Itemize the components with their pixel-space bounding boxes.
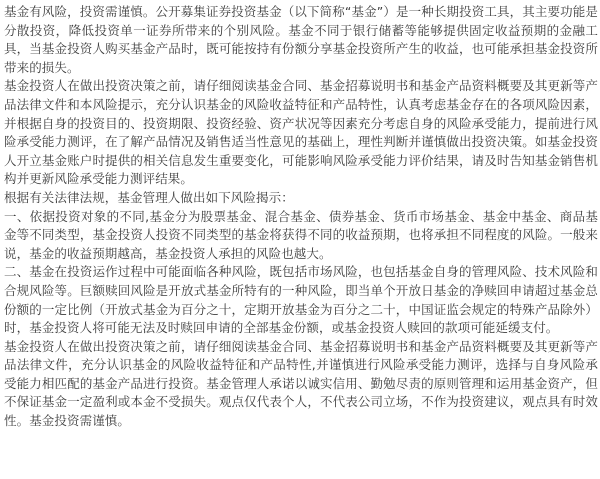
paragraph-point-one: 一、依据投资对象的不同,基金分为股票基金、混合基金、债券基金、货币市场基金、基金中基金、商品基金等不同类型，基金投资人投资不同类型的基金将获得不同的收益预期，也将承担不同程度的风险。一般来说，基金的收益预期越高，基金投资人承担的风险也越大。	[4, 208, 598, 261]
paragraph-point-two: 二、基金在投资运作过程中可能面临各种风险，既包括市场风险，也包括基金自身的管理风险、技术风险和合规风险等。巨额赎回风险是开放式基金所特有的一种风险，即当单个开放日基金的净赎回申请超过基金总份额的一定比例（开放式基金为百分之十，定期开放基金为百分之二十，中国证监会规定的特殊产品除外）时，基金投资人将可能无法及时赎回申请的全部基金份额，或基金投资人赎回的款项可能延缓支付。	[4, 264, 598, 336]
paragraph-closing: 基金投资人在做出投资决策之前，请仔细阅读基金合同、基金招募说明书和基金产品资料概要及其更新等产品法律文件，充分认识基金的风险收益特征和产品特性,并谨慎进行风险承受能力测评，选择与自身风险承受能力相匹配的基金产品进行投资。基金管理人承诺以诚实信用、勤勉尽责的原则管理和运用基金资产，但不保证基金一定盈利或本金不受损失。观点仅代表个人，不代表公司立场，不作为投资建议，观点具有时效性。基金投资需谨慎。	[4, 338, 598, 429]
paragraph-disclosure-heading: 根据有关法律法规，基金管理人做出如下风险揭示：	[4, 189, 294, 205]
risk-disclosure-document	[4, 3, 598, 431]
paragraph-investor-advice: 基金投资人在做出投资决策之前，请仔细阅读基金合同、基金招募说明书和基金产品资料概要及其更新等产品法律文件和本风险提示，充分认识基金的风险收益特征和产品特性，认真考虑基金存在的各项风险因素，并根据自身的投资目的、投资期限、投资经验、资产状况等因素充分考虑自身的风险承受能力，提前进行风险承受能力测评，在了解产品情况及销售适当性意见的基础上，理性判断并谨慎做出投资决策。如基金投资人开立基金账户时提供的相关信息发生重要变化，可能影响风险承受能力评价结果，请及时告知基金销售机构并更新风险承受能力测评结果。	[4, 78, 598, 187]
paragraph-intro: 基金有风险，投资需谨慎。公开募集证券投资基金（以下简称“基金”）是一种长期投资工具，其主要功能是分散投资，降低投资单一证券所带来的个别风险。基金不同于银行储蓄等能够提供固定收益预期的金融工具，当基金投资人购买基金产品时，既可能按持有份额分享基金投资所产生的收益，也可能承担基金投资所带来的损失。	[4, 4, 598, 75]
